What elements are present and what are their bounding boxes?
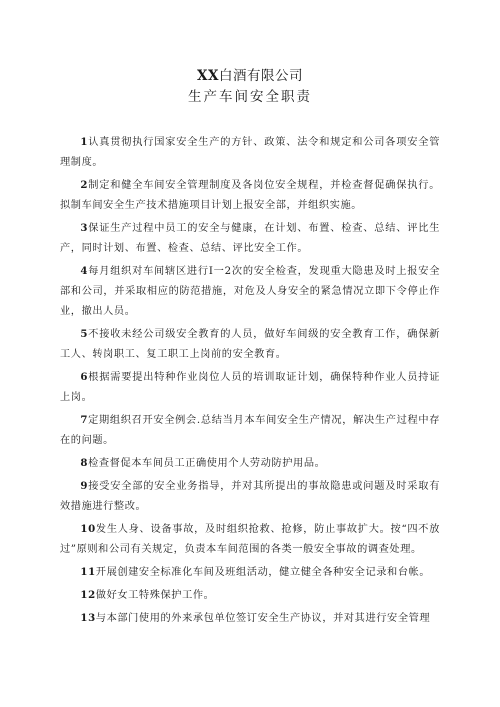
list-item xyxy=(60,608,440,629)
company-name-prefix: XX xyxy=(197,68,219,84)
list-item xyxy=(60,585,440,606)
item-number: 2 xyxy=(80,179,89,191)
responsibility-list xyxy=(60,132,440,629)
item-number: 4 xyxy=(80,265,89,277)
item-text: 制定和健全车间安全管理制度及各岗位安全规程，并检查督促确保执行。拟制车间安全生产技术措施项目计划上报安全部，并组织实施。 xyxy=(60,180,440,211)
item-number: 1 xyxy=(80,136,89,148)
list-item xyxy=(60,476,440,517)
list-item xyxy=(60,324,440,365)
title-block xyxy=(60,67,440,107)
item-number: 8 xyxy=(80,457,89,469)
item-text: 不接收未经公司级安全教育的人员，做好车间级的安全教育工作，确保新工人、转岗职工、复工职工上岗前的安全教育。 xyxy=(60,329,440,360)
document-subtitle: 生产车间安全职责 xyxy=(188,89,312,105)
item-text: 做好女工特殊保护工作。 xyxy=(95,590,215,601)
item-text: 发生人身、设备事故，及时组织抢救、抢修，防止事故扩大。按“四不放过”原则和公司有关规定，负责本车间范围的各类一般安全事故的调查处理。 xyxy=(60,524,440,555)
company-name-rest: 白酒有限公司 xyxy=(218,68,303,84)
list-item xyxy=(60,218,440,259)
item-number: 7 xyxy=(80,414,89,426)
item-text: 定期组织召开安全例会.总结当月本车间安全生产情况，解决生产过程中存在的问题。 xyxy=(60,415,440,446)
list-item xyxy=(60,261,440,322)
list-item xyxy=(60,453,440,474)
list-item xyxy=(60,175,440,216)
item-number: 10 xyxy=(80,523,96,535)
item-text: 与本部门使用的外来承包单位签订安全生产协议，并对其进行安全管理 xyxy=(95,613,431,624)
item-text: 检查督促本车间员工正确使用个人劳动防护用品。 xyxy=(88,458,326,469)
list-item xyxy=(60,410,440,451)
item-number: 5 xyxy=(80,328,89,340)
item-text: 开展创建安全标准化车间及班组活动，健立健全各种安全记录和台帐。 xyxy=(95,567,431,578)
item-text: 保证生产过程中员工的安全与健康，在计划、布置、检查、总结、评比生产，同时计划、布置、检查、总结、评比安全工作。 xyxy=(60,223,440,254)
item-text: 每月组织对车间辖区进行I一2次的安全检查，发现重大隐患及时上报安全部和公司，并采取相应的防范措施，对危及人身安全的紧急情况立即下令停止作业，撤出人员。 xyxy=(60,266,440,317)
list-item xyxy=(60,367,440,408)
company-name xyxy=(60,67,440,86)
list-item xyxy=(60,519,440,560)
item-number: 6 xyxy=(80,371,89,383)
item-text: 根据需要提出特种作业岗位人员的培训取证计划，确保特种作业人员持证上岗。 xyxy=(60,372,440,403)
list-item xyxy=(60,562,440,583)
item-number: 12 xyxy=(80,589,96,601)
item-number: 13 xyxy=(80,612,96,624)
item-text: 接受安全部的安全业务指导，并对其所提出的事故隐患或问题及时采取有效措施进行整改。 xyxy=(60,481,440,512)
item-number: 11 xyxy=(80,566,96,578)
item-number: 9 xyxy=(80,480,89,492)
list-item xyxy=(60,132,440,173)
item-number: 3 xyxy=(80,222,89,234)
item-text: 认真贯彻执行国家安全生产的方针、政策、法令和规定和公司各项安全管理制度。 xyxy=(60,137,440,168)
